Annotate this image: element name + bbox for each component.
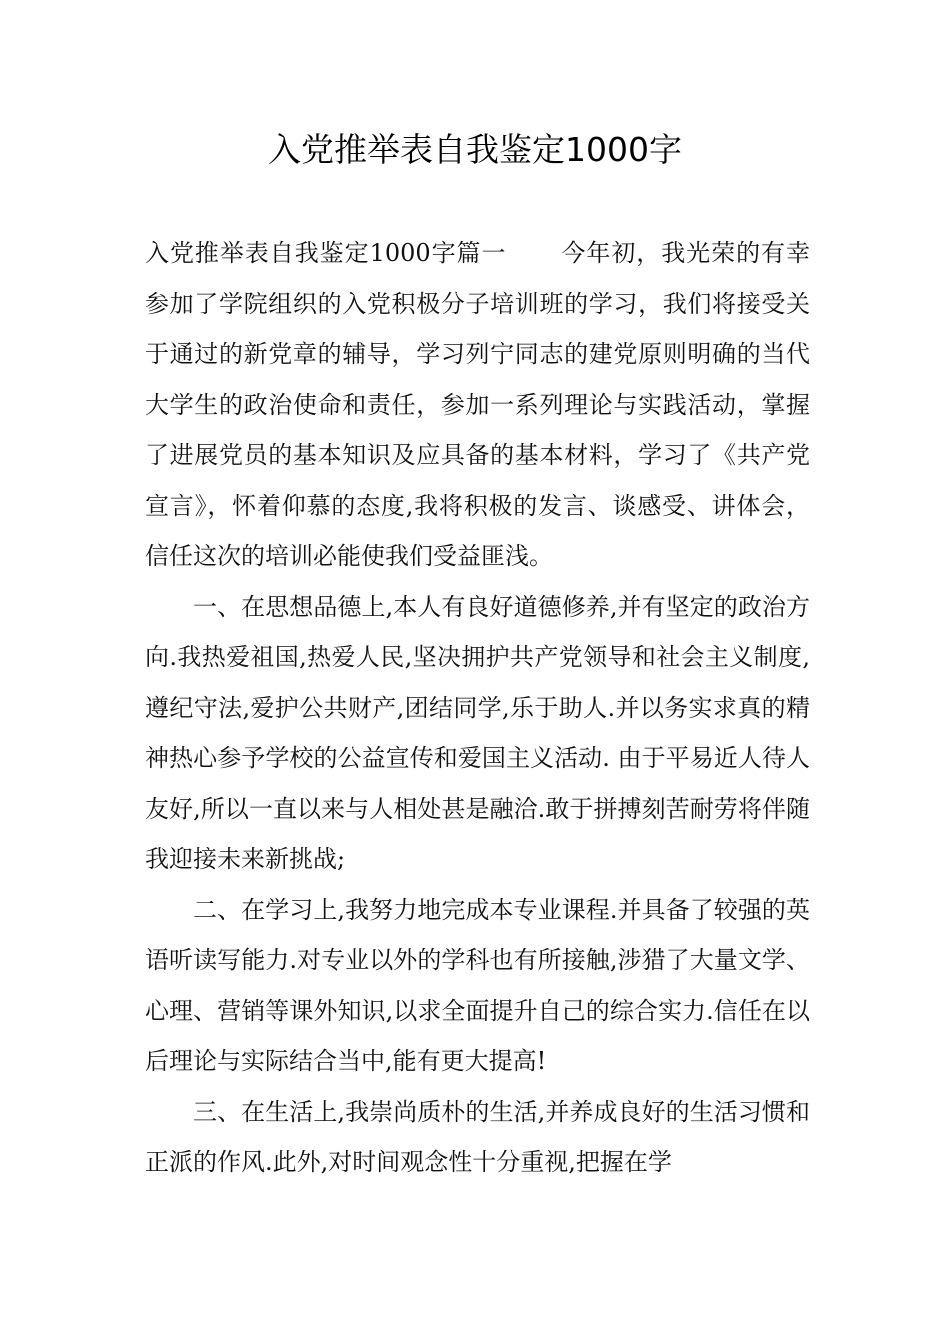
document-body xyxy=(145,228,810,1188)
intro-heading: 入党推举表自我鉴定1000字篇一 xyxy=(145,239,507,267)
document-title: 入党推举表自我鉴定1000字 xyxy=(268,130,682,169)
intro-text: 今年初，我光荣的有幸参加了学院组织的入党积极分子培训班的学习，我们将接受关于通过的新党章的辅导，学习列宁同志的建党原则明确的当代大学生的政治使命和责任，参加一系列理论与实践活动，掌握了进展党员的基本知识及应具备的基本材料，学习了《共产党宣言》，怀着仰慕的态度,我将积极的发言、谈感受、讲体会，信任这次的培训必能使我们受益匪浅。 xyxy=(145,239,810,570)
intro-paragraph xyxy=(145,228,810,582)
paragraph-study: 二、在学习上,我努力地完成本专业课程.并具备了较强的英语听读写能力.对专业以外的学科也有所接触,涉猎了大量文学、心理、营销等课外知识,以求全面提升自己的综合实力.信任在以后理论与实际结合当中,能有更大提高! xyxy=(145,895,810,1075)
paragraph-life: 三、在生活上,我崇尚质朴的生活,并养成良好的生活习惯和正派的作风.此外,对时间观念性十分重视,把握在学 xyxy=(145,1097,810,1176)
paragraph-ideology: 一、在思想品德上,本人有良好道德修养,并有坚定的政治方向.我热爱祖国,热爱人民,坚决拥护共产党领导和社会主义制度,遵纪守法,爱护公共财产,团结同学,乐于助人.并以务实求真的精神热心参予学校的公益宣传和爱国主义活动. 由于平易近人待人友好,所以一直以来与人相处甚是融洽.敢于拼搏刻苦耐劳将伴随我迎接未来新挑战; xyxy=(145,592,810,873)
